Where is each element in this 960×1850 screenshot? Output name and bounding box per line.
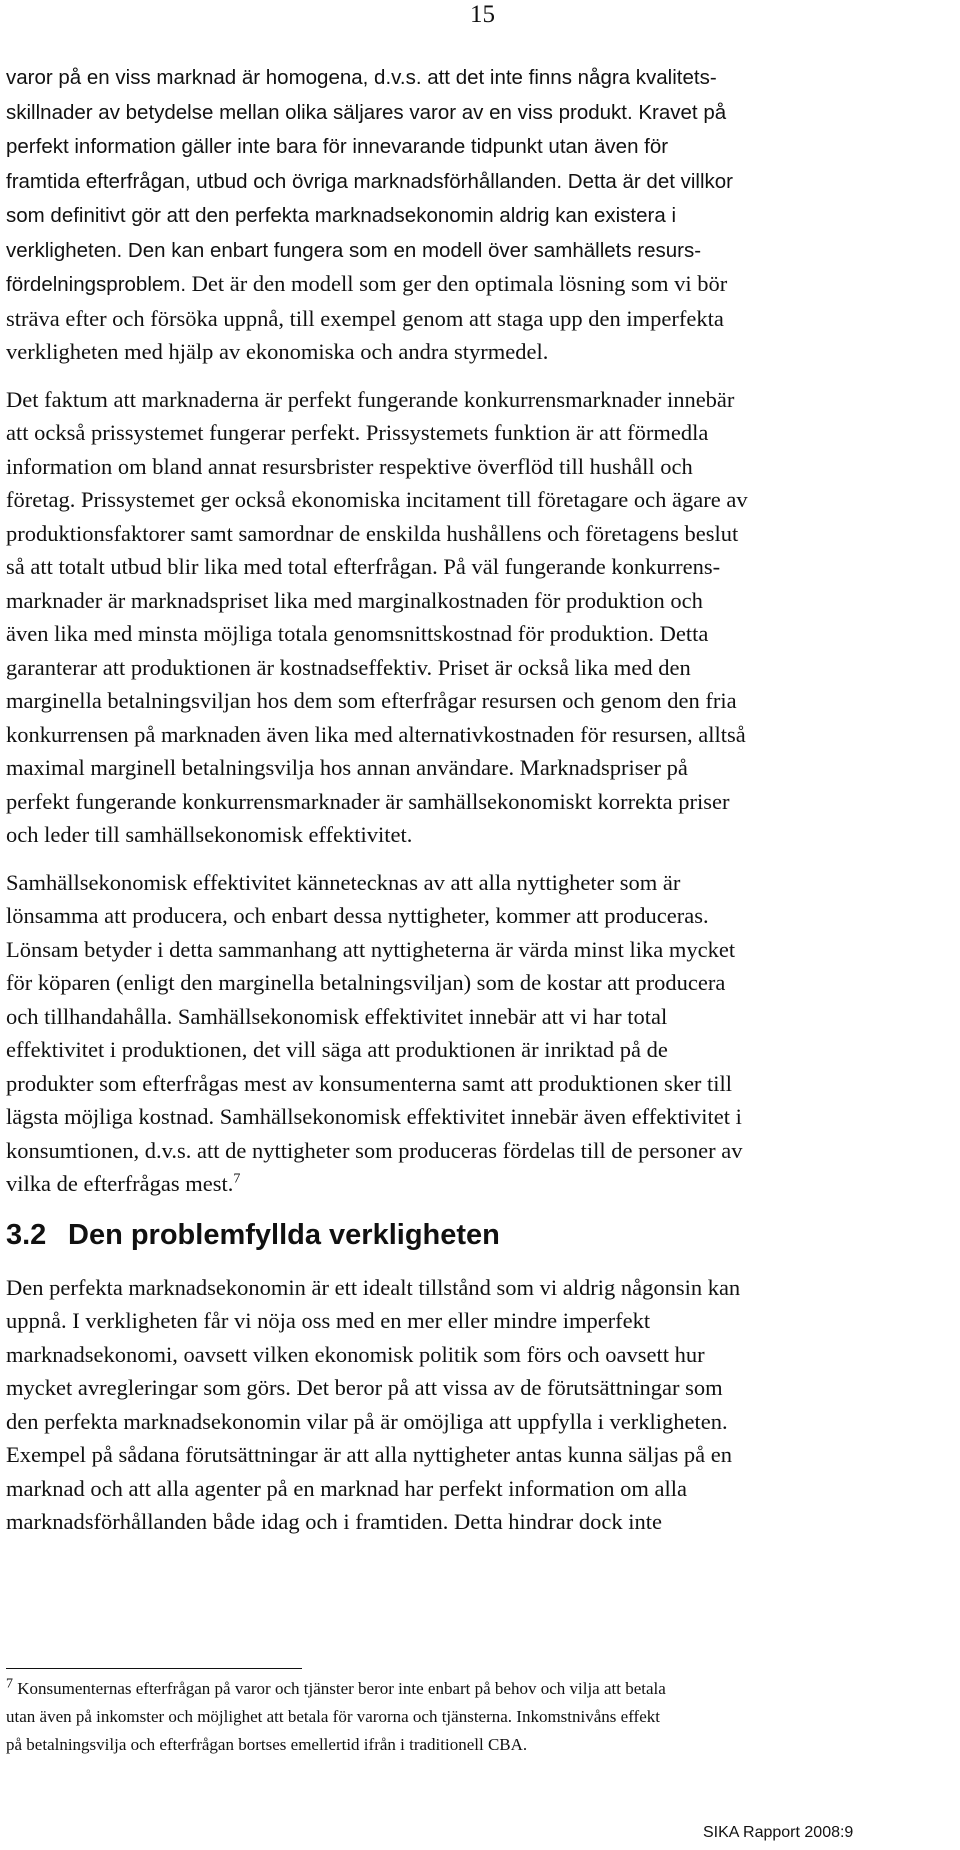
- paragraph: Den perfekta marknadsekonomin är ett idealt tillstånd som vi aldrig någonsin kan uppnå. I verkligheten får vi nöja oss med en mer eller mindre imperfekt marknadsekonomi, oavsett vilken ekonomisk politik som förs och oavsett hur mycket avregleringar som görs. Det beror på att vissa av de förutsättningar som den perfekta marknadsekonomin vilar på är omöjliga att uppfylla i verkligheten. Exempel på sådana förutsättningar är att alla nyttigheter antas kunna säljas på en marknad och att alla agenter på en marknad har perfekt information om alla marknadsförhållanden både idag och i framtiden. Detta hindrar dock inte: [6, 1274, 741, 1534]
- section-number: 3.2: [6, 1218, 47, 1251]
- page-number: 15: [470, 1, 495, 28]
- footnote-divider: [6, 1668, 302, 1669]
- paragraph-text: varor på en viss marknad är homogena, d.v.s. att det inte finns några kvalitets- skillnader av betydelse mellan olika säljares varor av en viss produkt. Kravet på perfekt information gäller inte bara för innevarande tidpunkt utan även för framtida efterfrågan, utbud och övriga marknadsförhållanden. Detta är det villkor som definitivt gör att den perfekta marknadsekonomin aldrig kan existera i verkligheten. Den kan enbart fungera som en modell över samhällets resurs- fördelningsproblem.: [6, 66, 733, 296]
- paragraph: [6, 60, 928, 369]
- section-title: Den problemfyllda verkligheten: [68, 1218, 500, 1251]
- paragraph: [6, 866, 928, 1201]
- footnote-reference[interactable]: 7: [233, 1171, 241, 1187]
- page-body: [6, 60, 928, 1553]
- paragraph-text: Det är den modell som ger den optimala lösning som vi bör sträva efter och försöka uppnå, till exempel genom att staga upp den imperfekta verkligheten med hjälp av ekonomiska och andra styrmedel.: [6, 271, 728, 364]
- footnote: [6, 1675, 926, 1759]
- page-footer: SIKA Rapport 2008:9: [703, 1824, 854, 1841]
- paragraph-text: Samhällsekonomisk effektivitet kännetecknas av att alla nyttigheter som är lönsamma att producera, och enbart dessa nyttigheter, kommer att produceras. Lönsam betyder i detta sammanhang att nyttigheterna är värda minst lika mycket för köparen (enligt den marginella betalningsviljan) som de kostar att producera och tillhandahålla. Samhällsekonomisk effektivitet innebär att vi har total effektivitet i produktionen, det vill säga att produktionen är inriktad på de produkter som efterfrågas mest av konsumenterna samt att produktionen sker till lägsta möjliga kostnad. Samhällsekonomisk effektivitet innebär även effektivitet i konsumtionen, d.v.s. att de nyttigheter som produceras fördelas till de personer av vilka de efterfrågas mest.: [6, 869, 743, 1196]
- footnote-text: Konsumenternas efterfrågan på varor och tjänster beror inte enbart på behov och vilja att betala utan även på inkomster och möjlighet att betala för varorna och tjänsterna. Inkomstnivåns effekt på betalningsvilja och efterfrågan bortses emellertid ifrån i traditionell CBA.: [6, 1679, 666, 1754]
- paragraph: Det faktum att marknaderna är perfekt fungerande konkurrensmarknader innebär att också prissystemet fungerar perfekt. Prissystemets funktion är att förmedla information om bland annat resursbrister respektive överflöd till hushåll och företag. Prissystemet ger också ekonomiska incitament till företagare och ägare av produktionsfaktorer samt samordnar de enskilda hushållens och företagens beslut så att totalt utbud blir lika med total efterfrågan. På väl fungerande konkurrens- marknader är marknadspriset lika med marginalkostnaden för produktion och även lika med minsta möjliga totala genomsnittskostnad för produktion. Detta garanterar att produktionen är kostnadseffektiv. Priset är också lika med den marginella betalningsviljan hos dem som efterfrågar resursen och genom den fria konkurrensen på marknaden även lika med alternativkostnaden för resursen, alltså maximal marginell betalningsvilja hos annan användare. Marknadspriser på perfekt fungerande konkurrensmarknader är samhällsekonomiskt korrekta priser och leder till samhällsekonomisk effektivitet.: [6, 386, 748, 847]
- footnote-number: 7: [6, 1676, 13, 1692]
- section-heading: [6, 1217, 928, 1253]
